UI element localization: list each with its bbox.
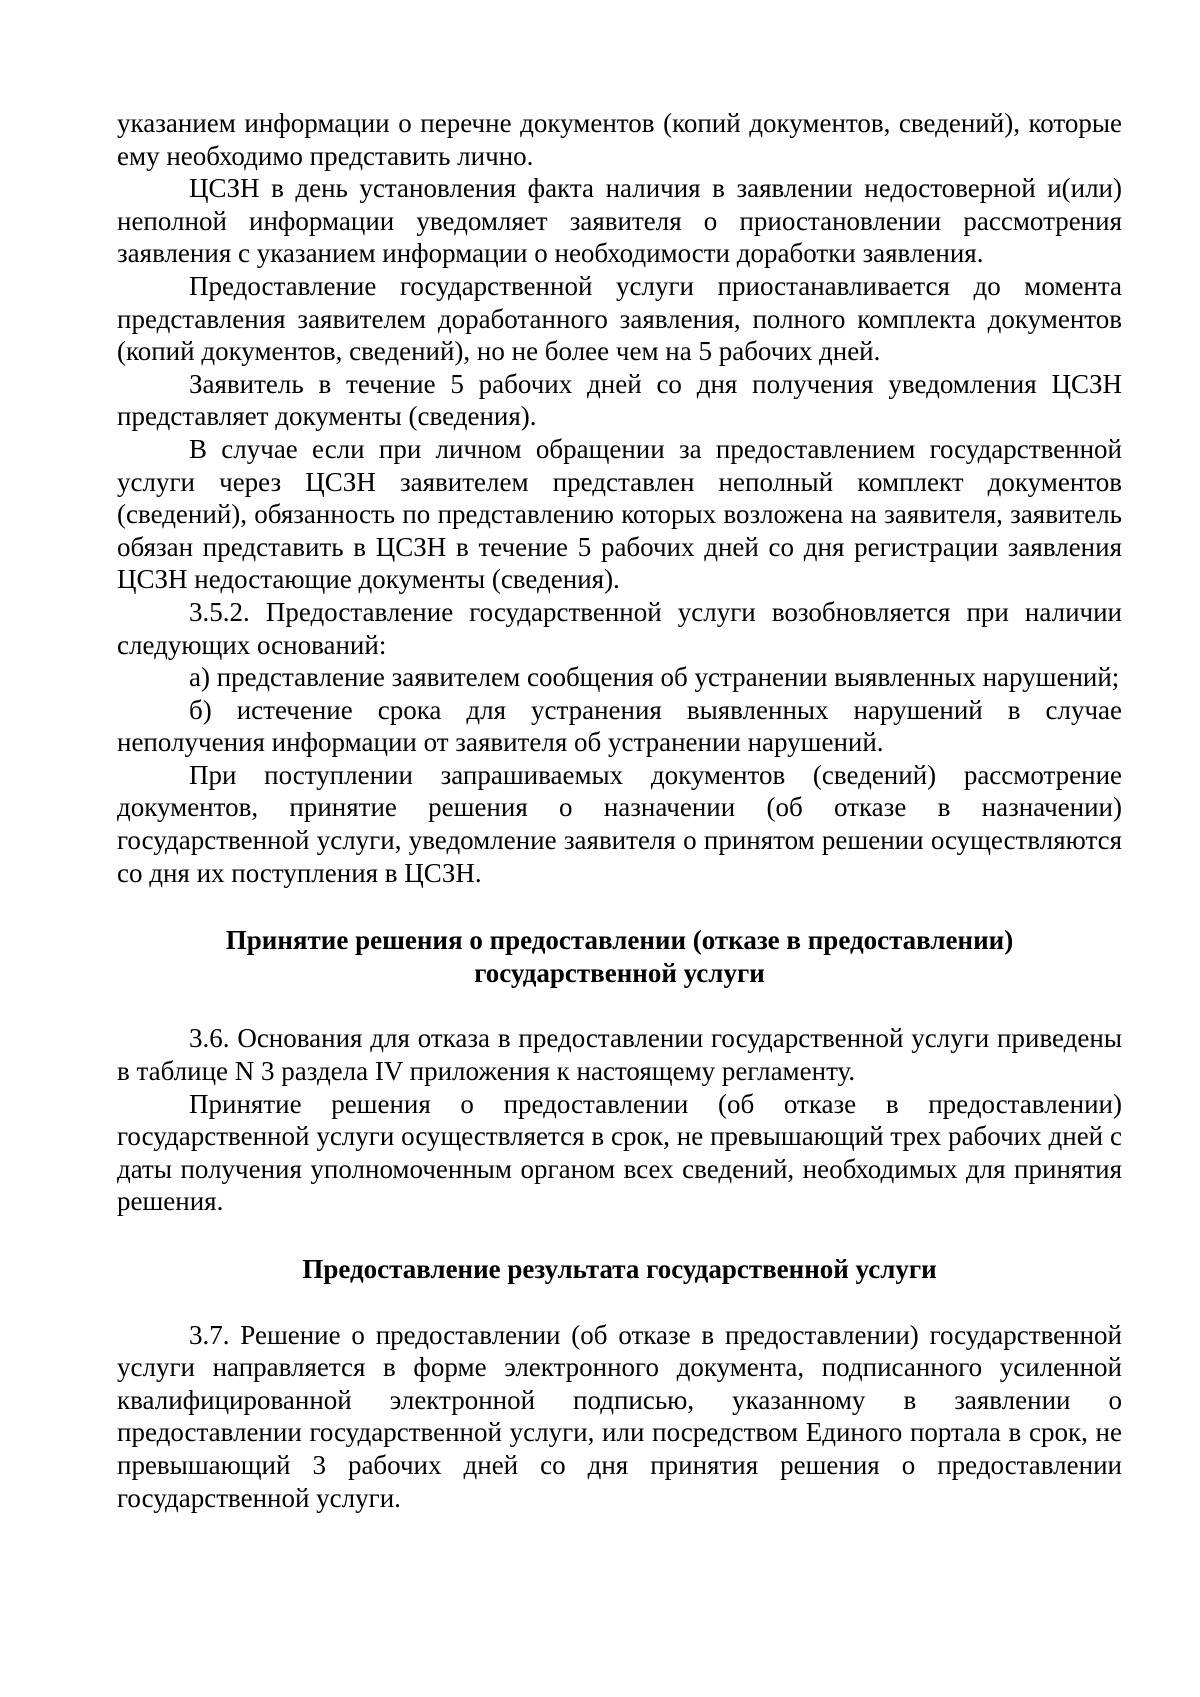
paragraph-incomplete-set-personal-visit: В случае если при личном обращении за предоставлением государственной услуги через ЦСЗН заявителем представлен неполный комплект документов (сведений), обязанность по представлению которых возложена на заявителя, заявитель обязан представить в ЦСЗН в течение 5 рабочих дней со дня регистрации заявления ЦСЗН недостающие документы (сведения). (117, 433, 1122, 595)
section-heading-result: Предоставление результата государственной услуги (302, 1254, 937, 1284)
paragraph-3-5-2-resumption: 3.5.2. Предоставление государственной услуги возобновляется при наличии следующих оснований: (117, 596, 1122, 660)
paragraph-service-suspension: Предоставление государственной услуги приостанавливается до момента представления заявителем доработанного заявления, полного комплекта документов (копий документов, сведений), но не более чем на 5 рабочих дней. (117, 270, 1122, 367)
paragraph-3-7-decision-delivery: 3.7. Решение о предоставлении (об отказе в предоставлении) государственной услуги направляется в форме электронного документа, подписанного усиленной квалифицированной электронной подписью, указанному в заявлении о предоставлении государственной услуги, или посредством Единого портала в срок, не превышающий 3 рабочих дней со дня принятия решения о предоставлении государственной услуги. (117, 1319, 1122, 1513)
paragraph-applicant-submits-docs: Заявитель в течение 5 рабочих дней со дня получения уведомления ЦСЗН представляет документы (сведения). (117, 368, 1122, 432)
paragraph-on-receipt-of-docs: При поступлении запрашиваемых документов (сведений) рассмотрение документов, принятие решения о назначении (об отказе в назначении) государственной услуги, уведомление заявителя о принятом решении осуществляются со дня их поступления в ЦСЗН. (117, 759, 1122, 888)
section-heading-decision: Принятие решения о предоставлении (отказе в предоставлении) государственной услуги (225, 925, 1014, 988)
paragraph-decision-deadline: Принятие решения о предоставлении (об отказе в предоставлении) государственной услуги осуществляется в срок, не превышающий трех рабочих дней с даты получения уполномоченным органом всех сведений, необходимых для принятия решения. (117, 1088, 1122, 1217)
list-item-b: б) истечение срока для устранения выявленных нарушений в случае неполучения информации от заявителя об устранении нарушений. (117, 694, 1122, 758)
document-body (117, 107, 1122, 1514)
paragraph-3-6-refusal-grounds: 3.6. Основания для отказа в предоставлении государственной услуги приведены в таблице N 3 раздела IV приложения к настоящему регламенту. (117, 1023, 1122, 1087)
list-item-a: а) представление заявителем сообщения об устранении выявленных нарушений; (189, 662, 1120, 693)
paragraph-incomplete-info-notice: ЦСЗН в день установления факта наличия в заявлении недостоверной и(или) неполной информации уведомляет заявителя о приостановлении рассмотрения заявления с указанием информации о необходимости доработки заявления. (117, 173, 1122, 269)
paragraph-continuation: указанием информации о перечне документов (копий документов, сведений), которые ему необходимо представить лично. (117, 108, 1122, 171)
